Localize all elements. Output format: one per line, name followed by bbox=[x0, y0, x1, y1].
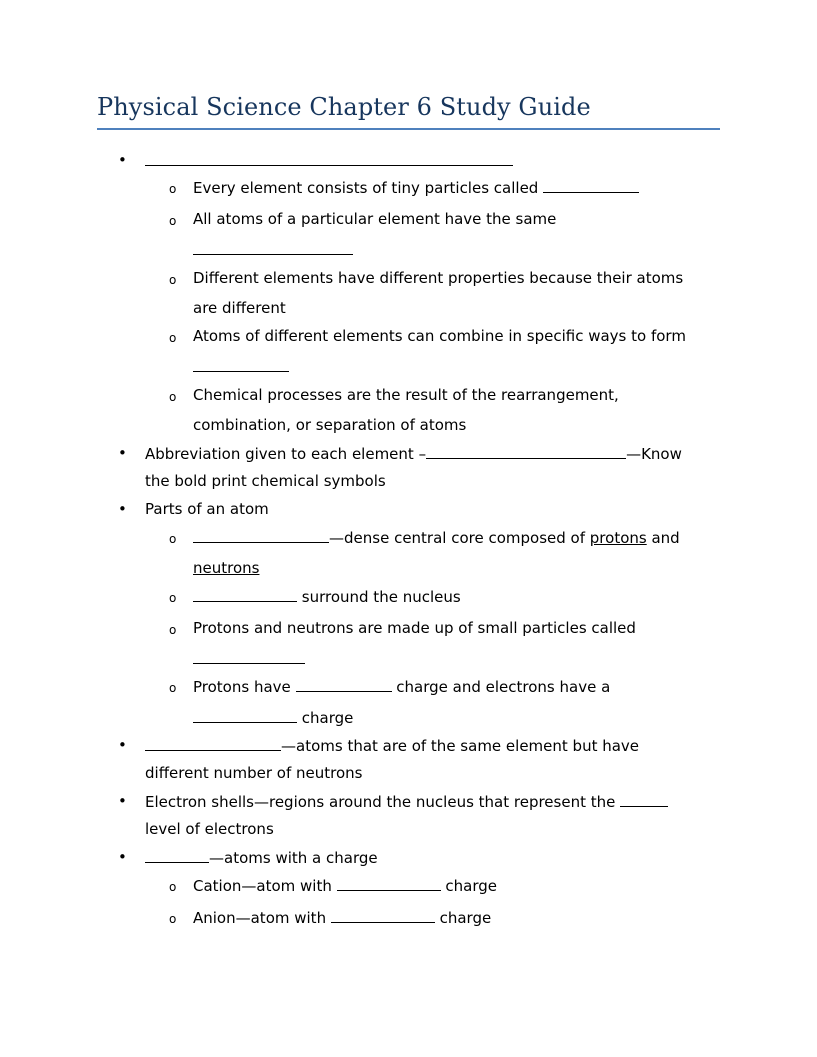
list-item-line bbox=[193, 559, 259, 577]
list-item-line: —atoms with a charge bbox=[145, 848, 378, 867]
list-item-line: different number of neutrons bbox=[145, 764, 363, 782]
fill-in-blank bbox=[337, 876, 441, 891]
underlined-term: neutrons bbox=[193, 559, 260, 577]
list-item-line: Every element consists of tiny particles called bbox=[193, 178, 639, 197]
list-item-line: charge bbox=[193, 708, 353, 727]
title-underline-rule bbox=[97, 128, 720, 130]
bullet-circle-icon: o bbox=[169, 623, 177, 637]
list-item-line: level of electrons bbox=[145, 820, 274, 838]
fill-in-blank bbox=[193, 649, 305, 664]
list-item-line: Cation—atom with charge bbox=[193, 877, 497, 895]
fill-in-blank bbox=[426, 444, 626, 459]
list-item-line: surround the nucleus bbox=[193, 587, 461, 606]
bullet-disc-icon: • bbox=[118, 792, 127, 810]
list-item-line: Electron shells—regions around the nucleus that represent the bbox=[145, 792, 668, 811]
fill-in-blank bbox=[296, 677, 392, 692]
list-item-line: Protons and neutrons are made up of small particles called bbox=[193, 619, 636, 637]
bullet-circle-icon: o bbox=[169, 214, 177, 228]
list-item-line: Abbreviation given to each element – —Know bbox=[145, 445, 682, 463]
fill-in-blank bbox=[193, 357, 289, 372]
list-item-line bbox=[193, 649, 305, 668]
bullet-circle-icon: o bbox=[169, 591, 177, 605]
bullet-circle-icon: o bbox=[169, 182, 177, 196]
list-item-line: Atoms of different elements can combine in specific ways to form bbox=[193, 327, 686, 345]
bullet-circle-icon: o bbox=[169, 532, 177, 546]
bullet-disc-icon: • bbox=[118, 848, 127, 866]
fill-in-blank bbox=[331, 908, 435, 923]
list-item-line: All atoms of a particular element have the same bbox=[193, 210, 557, 228]
bullet-circle-icon: o bbox=[169, 681, 177, 695]
bullet-disc-icon: • bbox=[118, 500, 127, 518]
bullet-disc-icon: • bbox=[118, 444, 127, 462]
list-item-line: are different bbox=[193, 299, 286, 317]
bullet-circle-icon: o bbox=[169, 880, 177, 894]
underlined-term: protons bbox=[589, 529, 647, 547]
bullet-circle-icon: o bbox=[169, 390, 177, 404]
bullet-circle-icon: o bbox=[169, 273, 177, 287]
bullet-circle-icon: o bbox=[169, 912, 177, 926]
fill-in-blank bbox=[145, 151, 513, 166]
fill-in-blank bbox=[193, 708, 297, 723]
fill-in-blank bbox=[193, 240, 353, 255]
fill-in-blank bbox=[193, 587, 297, 602]
page-title: Physical Science Chapter 6 Study Guide bbox=[97, 93, 591, 121]
list-item-line bbox=[145, 151, 513, 170]
fill-in-blank bbox=[620, 792, 668, 807]
list-item-line bbox=[193, 240, 353, 259]
bullet-disc-icon: • bbox=[118, 736, 127, 754]
list-item-line: —atoms that are of the same element but have bbox=[145, 736, 639, 755]
list-item-line: Protons have charge and electrons have a bbox=[193, 678, 611, 696]
list-item-line: the bold print chemical symbols bbox=[145, 472, 386, 490]
list-item-line: —dense central core composed of protons and bbox=[193, 528, 680, 547]
fill-in-blank bbox=[193, 528, 329, 543]
fill-in-blank bbox=[145, 736, 281, 751]
list-item-line: Anion—atom with charge bbox=[193, 909, 492, 927]
fill-in-blank bbox=[543, 178, 639, 193]
list-item-line: Different elements have different properties because their atoms bbox=[193, 269, 684, 287]
list-item-line bbox=[193, 357, 289, 376]
list-item-line: Parts of an atom bbox=[145, 500, 269, 518]
fill-in-blank bbox=[145, 848, 209, 863]
bullet-circle-icon: o bbox=[169, 331, 177, 345]
bullet-disc-icon: • bbox=[118, 151, 127, 169]
list-item-line: combination, or separation of atoms bbox=[193, 416, 467, 434]
list-item-line: Chemical processes are the result of the rearrangement, bbox=[193, 386, 619, 404]
